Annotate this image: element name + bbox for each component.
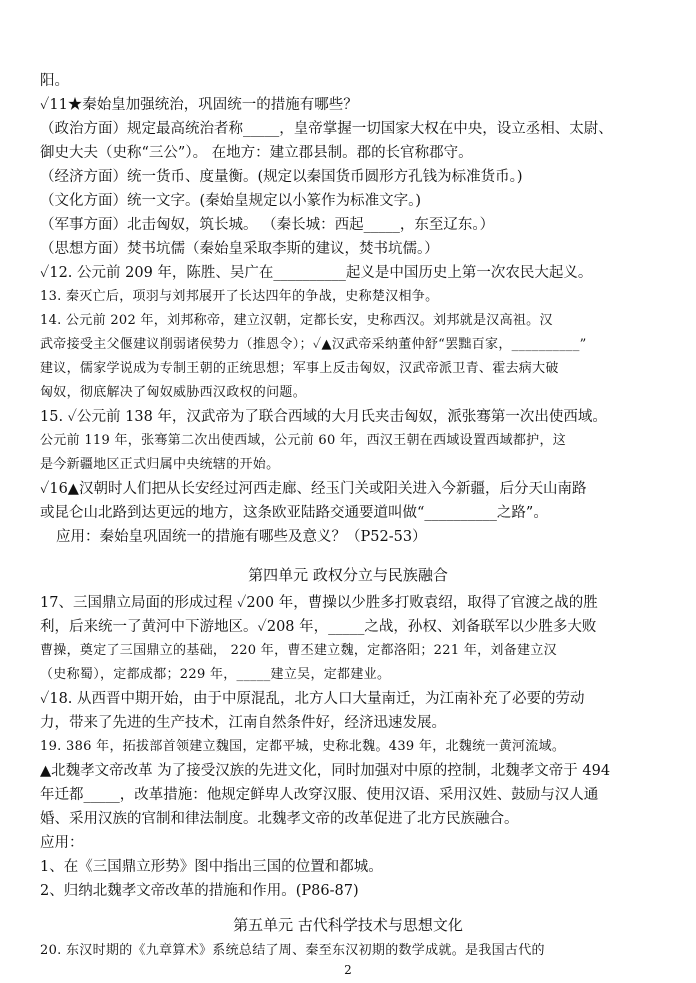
text-line: 御史大夫（史称“三公”）。 在地方：建立郡县制。郡的长官称郡守。 <box>40 145 473 161</box>
text-line: 年迁都_____，改革措施：他规定鲜卑人改穿汉服、使用汉语、采用汉姓、鼓励与汉人通 <box>40 787 599 803</box>
question-17: 17、三国鼎立局面的形成过程 ✓200 年，曹操以少胜多打败袁绍，取得了官渡之战的胜 <box>40 595 598 611</box>
text-line: 或昆仑山北路到达更远的地方，这条欧亚陆路交通要道叫做“__________之路”。 <box>40 505 548 521</box>
application-item-2: 2、归纳北魏孝文帝改革的措施和作用。(P86-87) <box>40 883 359 899</box>
text-line: 建议，儒家学说成为专制王朝的正统思想；军事上反击匈奴，汉武帝派卫青、霍去病大破 <box>40 361 559 376</box>
page-number: 2 <box>344 963 352 977</box>
text-line: （政治方面）规定最高统治者称_____，皇帝掌握一切国家大权在中央，设立丞相、太尉、 <box>40 121 613 137</box>
application-item-1: 1、在《三国鼎立形势》图中指出三国的位置和都城。 <box>40 859 383 875</box>
question-19: 19. 386 年，拓拔部首领建立魏国，定都平城，史称北魏。439 年，北魏统一黄河流域。 <box>40 739 566 754</box>
unit-4-heading: 第四单元 政权分立与民族融合 <box>248 566 448 584</box>
text-line: 匈奴，彻底解决了匈奴威胁西汉政权的问题。 <box>40 385 307 400</box>
text-line: 力，带来了先进的生产技术，江南自然条件好，经济迅速发展。 <box>40 715 446 731</box>
application-note: 应用：秦始皇巩固统一的措施有哪些及意义？（P52-53） <box>56 529 427 545</box>
question-15: 15. ✓公元前 138 年，汉武帝为了联合西域的大月氏夹击匈奴，派张骞第一次出使西域。 <box>40 409 607 425</box>
question-11: ✓11★秦始皇加强统治，巩固统一的措施有哪些？ <box>40 97 358 113</box>
text-line: ▲北魏孝文帝改革 为了接受汉族的先进文化，同时加强对中原的控制，北魏孝文帝于 494 <box>40 763 611 779</box>
text-line: （军事方面）北击匈奴，筑长城。 （秦长城：西起_____，东至辽东。） <box>40 217 495 233</box>
text-line: （文化方面）统一文字。(秦始皇规定以小篆作为标准文字。) <box>40 193 422 209</box>
unit-5-heading: 第五单元 古代科学技术与思想文化 <box>233 916 463 934</box>
text-line: （思想方面）焚书坑儒（秦始皇采取李斯的建议，焚书坑儒。） <box>40 241 439 257</box>
text-line: （史称蜀），定都成都；229 年，_____建立吴，定都建业。 <box>40 667 391 682</box>
text-line: 曹操，奠定了三国鼎立的基础， 220 年，曹丕建立魏，定都洛阳；221 年，刘备建立汉 <box>40 643 557 658</box>
question-18: ✓18. 从西晋中期开始，由于中原混乱，北方人口大量南迁，为江南补充了必要的劳动 <box>40 691 585 707</box>
text-line: 公元前 119 年，张骞第二次出使西域，公元前 60 年，西汉王朝在西域设置西域都护，这 <box>40 433 567 448</box>
text-line: 武帝接受主父偃建议削弱诸侯势力（推恩令）；✓▲汉武帝采纳董仲舒“罢黜百家，__________” <box>40 337 587 352</box>
application-label: 应用： <box>40 835 84 851</box>
text-line: 婚、采用汉族的官制和律法制度。北魏孝文帝的改革促进了北方民族融合。 <box>40 811 519 827</box>
text-line: 利，后来统一了黄河中下游地区。✓208 年，_____之战，孙权、刘备联军以少胜多大败 <box>40 619 597 635</box>
question-12: ✓12. 公元前 209 年，陈胜、吴广在__________起义是中国历史上第一次农民大起义。 <box>40 265 593 281</box>
text-line: 阳。 <box>40 73 69 89</box>
question-14: 14. 公元前 202 年，刘邦称帝，建立汉朝，定都长安，史称西汉。刘邦就是汉高祖。汉 <box>40 313 553 328</box>
question-13: 13. 秦灭亡后，项羽与刘邦展开了长达四年的争战，史称楚汉相争。 <box>40 289 439 304</box>
question-20: 20. 东汉时期的《九章算术》系统总结了周、秦至东汉初期的数学成就。是我国古代的 <box>40 943 545 958</box>
text-line: （经济方面）统一货币、度量衡。(规定以秦国货币圆形方孔钱为标准货币。) <box>40 169 523 185</box>
question-16: ✓16▲汉朝时人们把从长安经过河西走廊、经玉门关或阳关进入今新疆，后分天山南路 <box>40 481 587 497</box>
text-line: 是今新疆地区正式归属中央统辖的开始。 <box>40 457 280 472</box>
